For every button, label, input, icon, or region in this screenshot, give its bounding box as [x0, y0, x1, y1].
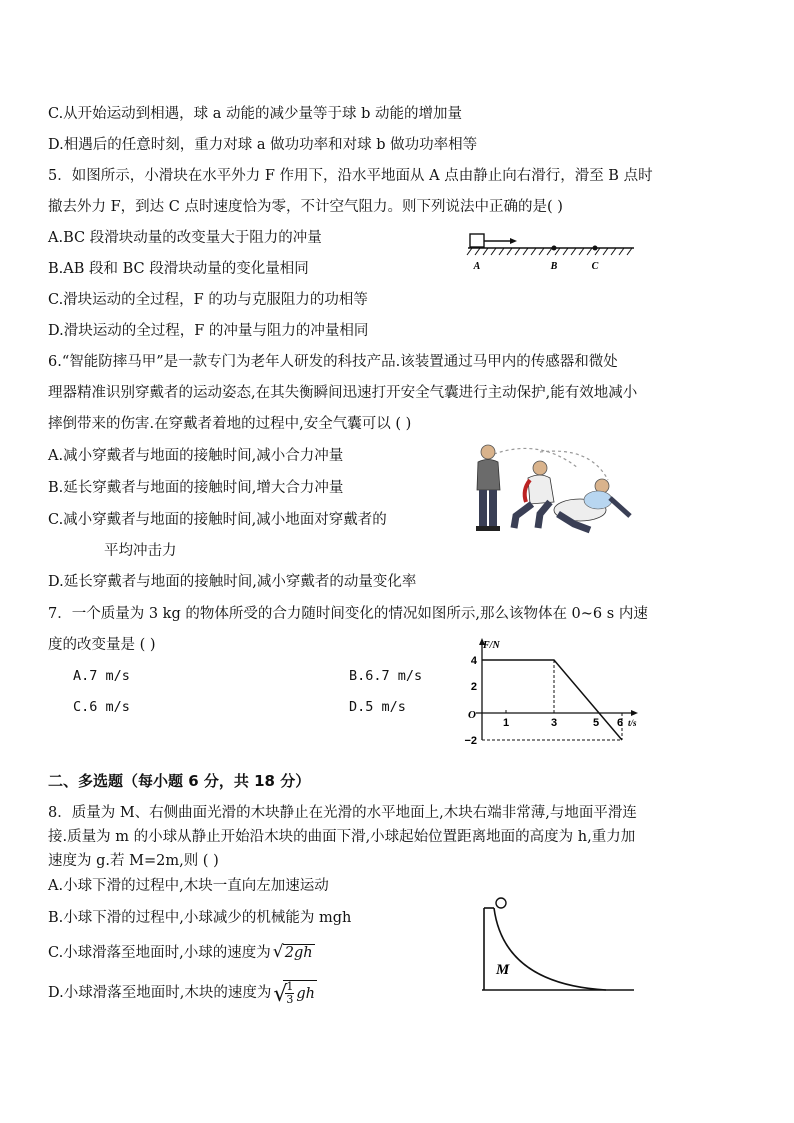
q8-option-c-sqrt: √ 2gh — [272, 942, 313, 962]
q4-option-d: D.相遇后的任意时刻，重力对球 a 做功功率和对球 b 做功功率相等 — [48, 137, 478, 153]
q4-option-c: C.从开始运动到相遇，球 a 动能的减少量等于球 b 动能的增加量 — [48, 106, 463, 122]
q6-option-b: B.延长穿戴者与地面的接触时间,增大合力冲量 — [48, 480, 344, 496]
q6-falling-person-illustration — [470, 440, 642, 536]
q7-option-a: A.7 m/s — [73, 668, 130, 684]
q5-point-b-label: B — [550, 261, 558, 272]
q8-option-d-numerator: 1 — [286, 980, 294, 993]
q8-option-c-radicand: 2gh — [284, 945, 313, 961]
q7-y-tick-4: 4 — [470, 655, 477, 667]
q7-y-axis-label: F/N — [483, 640, 500, 651]
q7-option-d: D.5 m/s — [349, 699, 406, 715]
q7-origin-label: O — [468, 709, 476, 721]
q6-option-c-line1: C.减小穿戴者与地面的接触时间,减小地面对穿戴者的 — [48, 512, 387, 528]
q6-option-c-line2: 平均冲击力 — [104, 543, 177, 559]
q6-stem-line1: 6.“智能防摔马甲”是一款专门为老年人研发的科技产品.该装置通过马甲内的传感器和微处 — [48, 354, 618, 370]
q7-x-tick-3: 3 — [550, 717, 558, 729]
q8-option-d-text: D.小球滑落至地面时,木块的速度为 — [48, 985, 272, 1001]
q7-force-time-graph — [462, 636, 648, 748]
q7-stem-line1: 7．一个质量为 3 kg 的物体所受的合力随时间变化的情况如图所示,那么该物体在 0~6 s 内速 — [48, 606, 648, 622]
q8-stem-line1: 8．质量为 M、右侧曲面光滑的木块静止在光滑的水平地面上,木块右端非常薄,与地面平滑连 — [48, 805, 637, 821]
q7-x-axis-label: t/s — [628, 718, 637, 728]
q8-option-d-sqrt: √ $\frac{1}{3}$ gh — [273, 980, 315, 1007]
q8-block-label: M — [496, 962, 510, 978]
q8-option-a: A.小球下滑的过程中,木块一直向左加速运动 — [48, 878, 329, 894]
q6-stem-line2: 理器精准识别穿戴者的运动姿态,在其失衡瞬间迅速打开安全气囊进行主动保护,能有效地减小 — [48, 385, 638, 401]
q8-stem-line2: 接.质量为 m 的小球从静止开始沿木块的曲面下滑,小球起始位置距离地面的高度为 h,重力加 — [48, 829, 636, 845]
q7-x-tick-1: 1 — [502, 717, 510, 729]
q5-slider-figure — [462, 230, 642, 272]
q5-option-c: C.滑块运动的全过程，F 的功与克服阻力的功相等 — [48, 292, 368, 308]
q5-option-d: D.滑块运动的全过程，F 的冲量与阻力的冲量相同 — [48, 323, 369, 339]
q7-y-tick-2: 2 — [470, 681, 477, 693]
q8-stem-line3: 速度为 g.若 M=2m,则 ( ) — [48, 853, 219, 869]
q6-stem-line3: 摔倒带来的伤害.在穿戴者着地的过程中,安全气囊可以 ( ) — [48, 416, 412, 432]
q7-x-tick-5: 5 — [592, 717, 600, 729]
q5-option-a: A.BC 段滑块动量的改变量大于阻力的冲量 — [48, 230, 322, 246]
q7-x-tick-6: 6 — [616, 717, 624, 729]
q8-curved-block-figure — [474, 894, 638, 994]
q8-option-c — [48, 942, 315, 964]
q5-stem-line1: 5．如图所示，小滑块在水平外力 F 作用下，沿水平地面从 A 点由静止向右滑行，滑至 B 点时 — [48, 168, 653, 184]
q7-y-tick-neg2: −2 — [464, 735, 477, 747]
q7-option-c: C.6 m/s — [73, 699, 130, 715]
q8-option-d-tail: gh — [296, 985, 315, 1002]
q5-point-a-label: A — [473, 261, 481, 272]
q7-stem-line2: 度的改变量是 ( ) — [48, 637, 156, 653]
section-heading-multiple-choice: 二、多选题（每小题 6 分，共 18 分） — [48, 772, 311, 790]
q5-point-c-label: C — [591, 261, 599, 272]
q8-option-c-text: C.小球滑落至地面时,小球的速度为 — [48, 945, 271, 961]
q8-option-b: B.小球下滑的过程中,小球减少的机械能为 mgh — [48, 910, 352, 926]
q5-option-b: B.AB 段和 BC 段滑块动量的变化量相同 — [48, 261, 309, 277]
q8-option-d — [48, 980, 317, 1014]
q6-option-a: A.减小穿戴者与地面的接触时间,减小合力冲量 — [48, 448, 344, 464]
q7-option-b: B.6.7 m/s — [349, 668, 423, 684]
q6-option-d: D.延长穿戴者与地面的接触时间,减小穿戴者的动量变化率 — [48, 574, 417, 590]
q5-stem-line2: 撤去外力 F，到达 C 点时速度恰为零，不计空气阻力。则下列说法中正确的是( ) — [48, 199, 563, 215]
q8-option-d-denominator: 3 — [286, 993, 294, 1006]
